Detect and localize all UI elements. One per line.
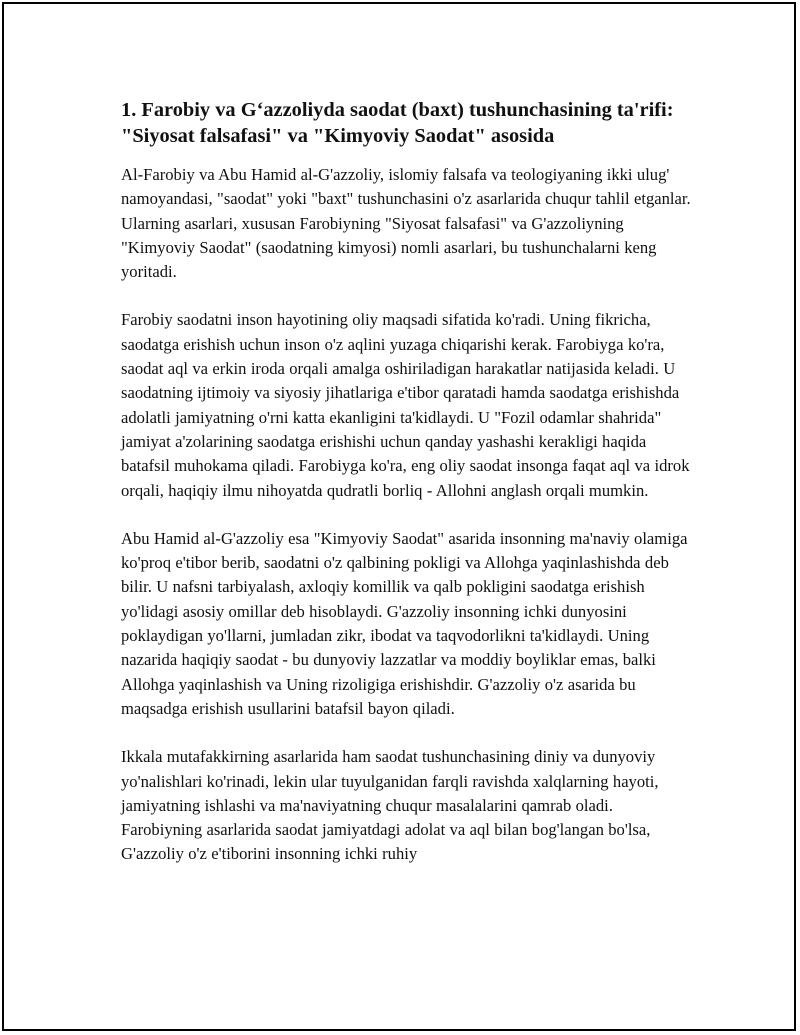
document-body [121, 97, 697, 891]
paragraph-farobiy: Farobiy saodatni inson hayotining oliy maqsadi sifatida ko'radi. Uning fikricha, saodatga erishish uchun inson o'z aqlini yuzaga chiqarishi kerak. Farobiyga ko'ra, saodat aql va erkin iroda orqali amalga oshiriladigan harakatlar natijasida keladi. U saodatning ijtimoiy va siyosiy jihatlariga e'tibor qaratadi hamda saodatga erishishda adolatli jamiyatning o'rni katta ekanligini ta'kidlaydi. U "Fozil odamlar shahrida" jamiyat a'zolarining saodatga erishishi uchun qanday yashashi kerakligi haqida batafsil muhokama qiladi. Farobiyga ko'ra, eng oliy saodat insonga faqat aql va idrok orqali, haqiqiy ilmu nihoyatda qudratli borliq - Allohni anglash orqali mumkin. [121, 310, 690, 500]
paragraph-intro: Al-Farobiy va Abu Hamid al-G'azzoliy, islomiy falsafa va teologiyaning ikki ulug' namoyandasi, "saodat" yoki "baxt" tushunchasini o'z asarlarida chuqur tahlil etganlar. Ularning asarlari, xususan Farobiyning "Siyosat falsafasi" va G'azzoliyning "Kimyoviy Saodat" (saodatning kimyosi) nomli asarlari, bu tushunchalarni keng yoritadi. [121, 165, 691, 282]
page-frame [3, 3, 795, 1030]
section-heading: 1. Farobiy va G‘azzoliyda saodat (baxt) tushunchasining ta'rifi: "Siyosat falsafasi" va "Kimyoviy Saodat" asosida [121, 99, 674, 147]
paragraph-comparison: Ikkala mutafakkirning asarlarida ham saodat tushunchasining diniy va dunyoviy yo'nalishlari ko'rinadi, lekin ular tuyulganidan farqli ravishda xalqlarning hayoti, jamiyatning ishlashi va ma'naviyatning chuqur masalalarini qamrab oladi. Farobiyning asarlarida saodat jamiyatdagi adolat va aql bilan bog'langan bo'lsa, G'azzoliy o'z e'tiborini insonning ichki ruhiy [121, 747, 659, 864]
paragraph-gazzoliy: Abu Hamid al-G'azzoliy esa "Kimyoviy Saodat" asarida insonning ma'naviy olamiga ko'proq e'tibor berib, saodatni o'z qalbining pokligi va Allohga yaqinlashishda deb bilir. U nafsni tarbiyalash, axloqiy komillik va qalb pokligini saodatga erishish yo'lidagi asosiy omillar deb hisoblaydi. G'azzoliy insonning ichki dunyosini poklaydigan yo'llarni, jumladan zikr, ibodat va taqvodorlikni ta'kidlaydi. Uning nazarida haqiqiy saodat - bu dunyoviy lazzatlar va moddiy boyliklar emas, balki Allohga yaqinlashish va Uning rizoligiga erishishdir. G'azzoliy o'z asarida bu maqsadga erishish usullarini batafsil bayon qiladi. [121, 528, 688, 718]
